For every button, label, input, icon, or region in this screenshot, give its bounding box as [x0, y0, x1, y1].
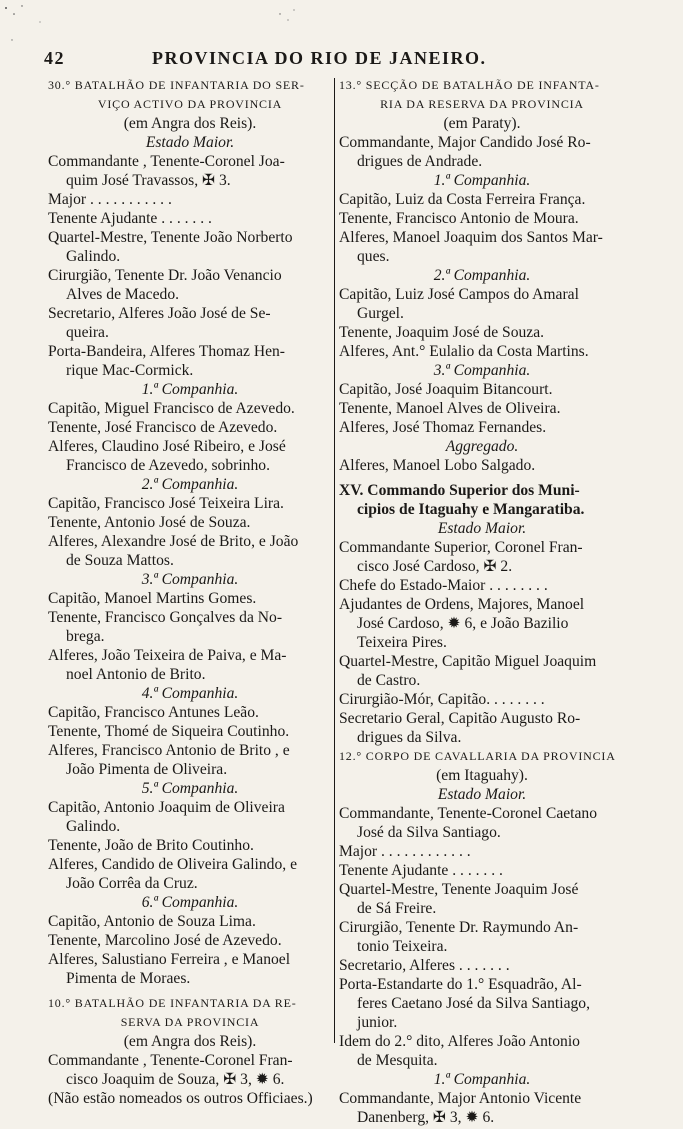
left-column-line: brega. [66, 628, 105, 645]
left-column-line: Francisco de Azevedo, sobrinho. [66, 457, 270, 474]
left-column-line: Estado Maior. [145, 134, 235, 151]
left-column-line: 4.ª Companhia. [141, 685, 239, 702]
left-column-line: 2.ª Companhia. [141, 476, 239, 493]
right-column-line: Commandante Superior, Coronel Fran- [339, 539, 583, 556]
right-column-line: junior. [357, 1014, 398, 1031]
left-column-line: Tenente, Marcolino José de Azevedo. [48, 932, 282, 949]
left-column-line: queira. [66, 324, 109, 341]
left-column-line: Alferes, Candido de Oliveira Galindo, e [48, 856, 297, 873]
left-column-line: Commandante , Tenente-Coronel Joa- [48, 153, 285, 170]
left-column-line: 1.ª Companhia. [141, 381, 239, 398]
right-column-line: Secretario Geral, Capitão Augusto Ro- [339, 710, 581, 727]
right-column-line: 13.° SECÇÃO DE BATALHÃO DE INFANTA- [339, 78, 600, 92]
right-column-line: Commandante, Major Antonio Vicente [339, 1090, 582, 1107]
right-column-line: 1.ª Companhia. [433, 172, 531, 189]
left-column [48, 76, 332, 1108]
left-column-line: Tenente, Thomé de Siqueira Coutinho. [48, 723, 290, 740]
right-column-line: Tenente, Joaquim José de Souza. [339, 324, 545, 341]
left-column-line: Alferes, Claudino José Ribeiro, e José [48, 438, 286, 455]
right-column-line: Porta-Estandarte do 1.° Esquadrão, Al- [339, 976, 582, 993]
right-column-line: Idem do 2.° dito, Alferes João Antonio [339, 1033, 580, 1050]
right-column-line: Estado Maior. [437, 786, 527, 803]
right-column-line: Alferes, José Thomaz Fernandes. [339, 419, 547, 436]
left-column-line: 30.° BATALHÃO DE INFANTARIA DO SER- [48, 78, 305, 92]
page-number: 42 [44, 48, 65, 68]
left-column-line: João Corrêa da Cruz. [66, 875, 198, 892]
left-column-line: 6.ª Companhia. [141, 894, 239, 911]
right-column-line: Quartel-Mestre, Capitão Miguel Joaquim [339, 653, 597, 670]
right-column-line: Secretario, Alferes . . . . . . . [339, 957, 510, 974]
right-column-line: drigues da Silva. [357, 729, 462, 746]
left-column-line: Capitão, Manoel Martins Gomes. [48, 590, 257, 607]
left-column-line: João Pimenta de Oliveira. [66, 761, 228, 778]
right-column-line: José Cardoso, ✹ 6, e João Bazilio [357, 615, 569, 632]
right-column-line: Capitão, José Joaquim Bitancourt. [339, 381, 553, 398]
right-column-line: 2.ª Companhia. [433, 267, 531, 284]
right-column-line: ques. [357, 248, 390, 265]
left-column-line: (em Angra dos Reis). [123, 1033, 257, 1050]
left-column-line: cisco Joaquim de Souza, ✠ 3, ✹ 6. [66, 1071, 285, 1088]
right-column-line: Quartel-Mestre, Tenente Joaquim José [339, 881, 579, 898]
page-title: PROVINCIA DO RIO DE JANEIRO. [152, 48, 487, 68]
left-column-line: Capitão, Antonio de Souza Lima. [48, 913, 256, 930]
left-column-line: (em Angra dos Reis). [123, 115, 257, 132]
right-column-line: Cirurgião, Tenente Dr. Raymundo An- [339, 919, 579, 936]
left-column-line: Capitão, Francisco Antunes Leão. [48, 704, 259, 721]
right-column-line: Tenente Ajudante . . . . . . . [339, 862, 503, 879]
left-column-line: Alves de Macedo. [66, 286, 180, 303]
page-header [44, 48, 624, 74]
right-column-line: Alferes, Ant.° Eulalio da Costa Martins. [339, 343, 589, 360]
left-column-line: Major . . . . . . . . . . . [48, 191, 172, 208]
left-column-line: Capitão, Francisco José Teixeira Lira. [48, 495, 284, 512]
right-column-line: Capitão, Luiz José Campos do Amaral [339, 286, 579, 303]
right-column-line: de Sá Freire. [357, 900, 437, 917]
left-column-line: 10.° BATALHÃO DE INFANTARIA DA RE- [48, 996, 297, 1010]
left-column-line: noel Antonio de Brito. [66, 666, 206, 683]
left-column-line: Tenente, Francisco Gonçalves da No- [48, 609, 283, 626]
left-column-line: de Souza Mattos. [66, 552, 174, 569]
right-column-line: Gurgel. [357, 305, 404, 322]
left-column-line: rique Mac-Cormick. [66, 362, 194, 379]
right-column-line: tonio Teixeira. [357, 938, 448, 955]
right-column-line: Danenberg, ✠ 3, ✹ 6. [357, 1109, 495, 1126]
left-column-line: quim José Travassos, ✠ 3. [66, 172, 231, 189]
right-column-line: Capitão, Luiz da Costa Ferreira França. [339, 191, 586, 208]
right-column-line: Aggregado. [445, 438, 519, 455]
left-column-line: Alferes, Francisco Antonio de Brito , e [48, 742, 290, 759]
right-column-line: Alferes, Manoel Joaquim dos Santos Mar- [339, 229, 603, 246]
left-column-line: Cirurgião, Tenente Dr. João Venancio [48, 267, 282, 284]
right-column-line: (em Paraty). [443, 115, 521, 132]
right-column-line: Estado Maior. [437, 520, 527, 537]
right-column-line: José da Silva Santiago. [357, 824, 501, 841]
right-column-line: de Mesquita. [357, 1052, 438, 1069]
left-column-line: Tenente, João de Brito Coutinho. [48, 837, 254, 854]
left-column-line: Alferes, João Teixeira de Paiva, e Ma- [48, 647, 287, 664]
right-column-line: Cirurgião-Mór, Capitão. . . . . . . . [339, 691, 545, 708]
left-column-line: Capitão, Antonio Joaquim de Oliveira [48, 799, 285, 816]
left-column-line: Galindo. [66, 818, 121, 835]
left-column-line: Galindo. [66, 248, 121, 265]
left-column-line: 3.ª Companhia. [141, 571, 239, 588]
right-column-line: Teixeira Pires. [357, 634, 447, 651]
right-column-line: XV. Commando Superior dos Muni- [339, 482, 580, 499]
left-column-line: Alferes, Alexandre José de Brito, e João [48, 533, 299, 550]
left-column-line: Commandante , Tenente-Coronel Fran- [48, 1052, 293, 1069]
right-column-line: 1.ª Companhia. [433, 1071, 531, 1088]
left-column-line: SERVA DA PROVINCIA [120, 1015, 260, 1029]
left-column-line: Porta-Bandeira, Alferes Thomaz Hen- [48, 343, 285, 360]
right-column-line: 12.° CORPO DE CAVALLARIA DA PROVINCIA [339, 749, 616, 763]
right-column-line: Major . . . . . . . . . . . . [339, 843, 471, 860]
column-divider [334, 78, 335, 1043]
right-column-line: 3.ª Companhia. [433, 362, 531, 379]
right-column-line: cipios de Itaguahy e Mangaratiba. [357, 501, 585, 518]
right-column-line: cisco José Cardoso, ✠ 2. [357, 558, 513, 575]
right-column [339, 76, 625, 1127]
right-column-line: drigues de Andrade. [357, 153, 483, 170]
left-column-line: (Não estão nomeados os outros Officiaes.) [48, 1090, 313, 1107]
right-column-line: de Castro. [357, 672, 421, 689]
left-column-line: Tenente, Antonio José de Souza. [48, 514, 251, 531]
right-column-line: Commandante, Major Candido José Ro- [339, 134, 591, 151]
right-column-line: Chefe do Estado-Maior . . . . . . . . [339, 577, 548, 594]
left-column-line: Quartel-Mestre, Tenente João Norberto [48, 229, 293, 246]
left-column-line: Capitão, Miguel Francisco de Azevedo. [48, 400, 295, 417]
right-column-line: (em Itaguahy). [436, 767, 528, 784]
left-column-line: Tenente Ajudante . . . . . . . [48, 210, 212, 227]
left-column-line: Pimenta de Moraes. [66, 970, 191, 987]
left-column-line: 5.ª Companhia. [141, 780, 239, 797]
left-column-line: Tenente, José Francisco de Azevedo. [48, 419, 278, 436]
right-column-line: feres Caetano José da Silva Santiago, [357, 995, 590, 1012]
right-column-line: Ajudantes de Ordens, Majores, Manoel [339, 596, 585, 613]
right-column-line: Tenente, Francisco Antonio de Moura. [339, 210, 579, 227]
right-column-line: Alferes, Manoel Lobo Salgado. [339, 457, 536, 474]
left-column-line: VIÇO ACTIVO DA PROVINCIA [97, 97, 283, 111]
right-column-line: RIA DA RESERVA DA PROVINCIA [380, 97, 584, 111]
right-column-line: Commandante, Tenente-Coronel Caetano [339, 805, 598, 822]
left-column-line: Secretario, Alferes João José de Se- [48, 305, 271, 322]
left-column-line: Alferes, Salustiano Ferreira , e Manoel [48, 951, 291, 968]
right-column-line: Tenente, Manoel Alves de Oliveira. [339, 400, 561, 417]
